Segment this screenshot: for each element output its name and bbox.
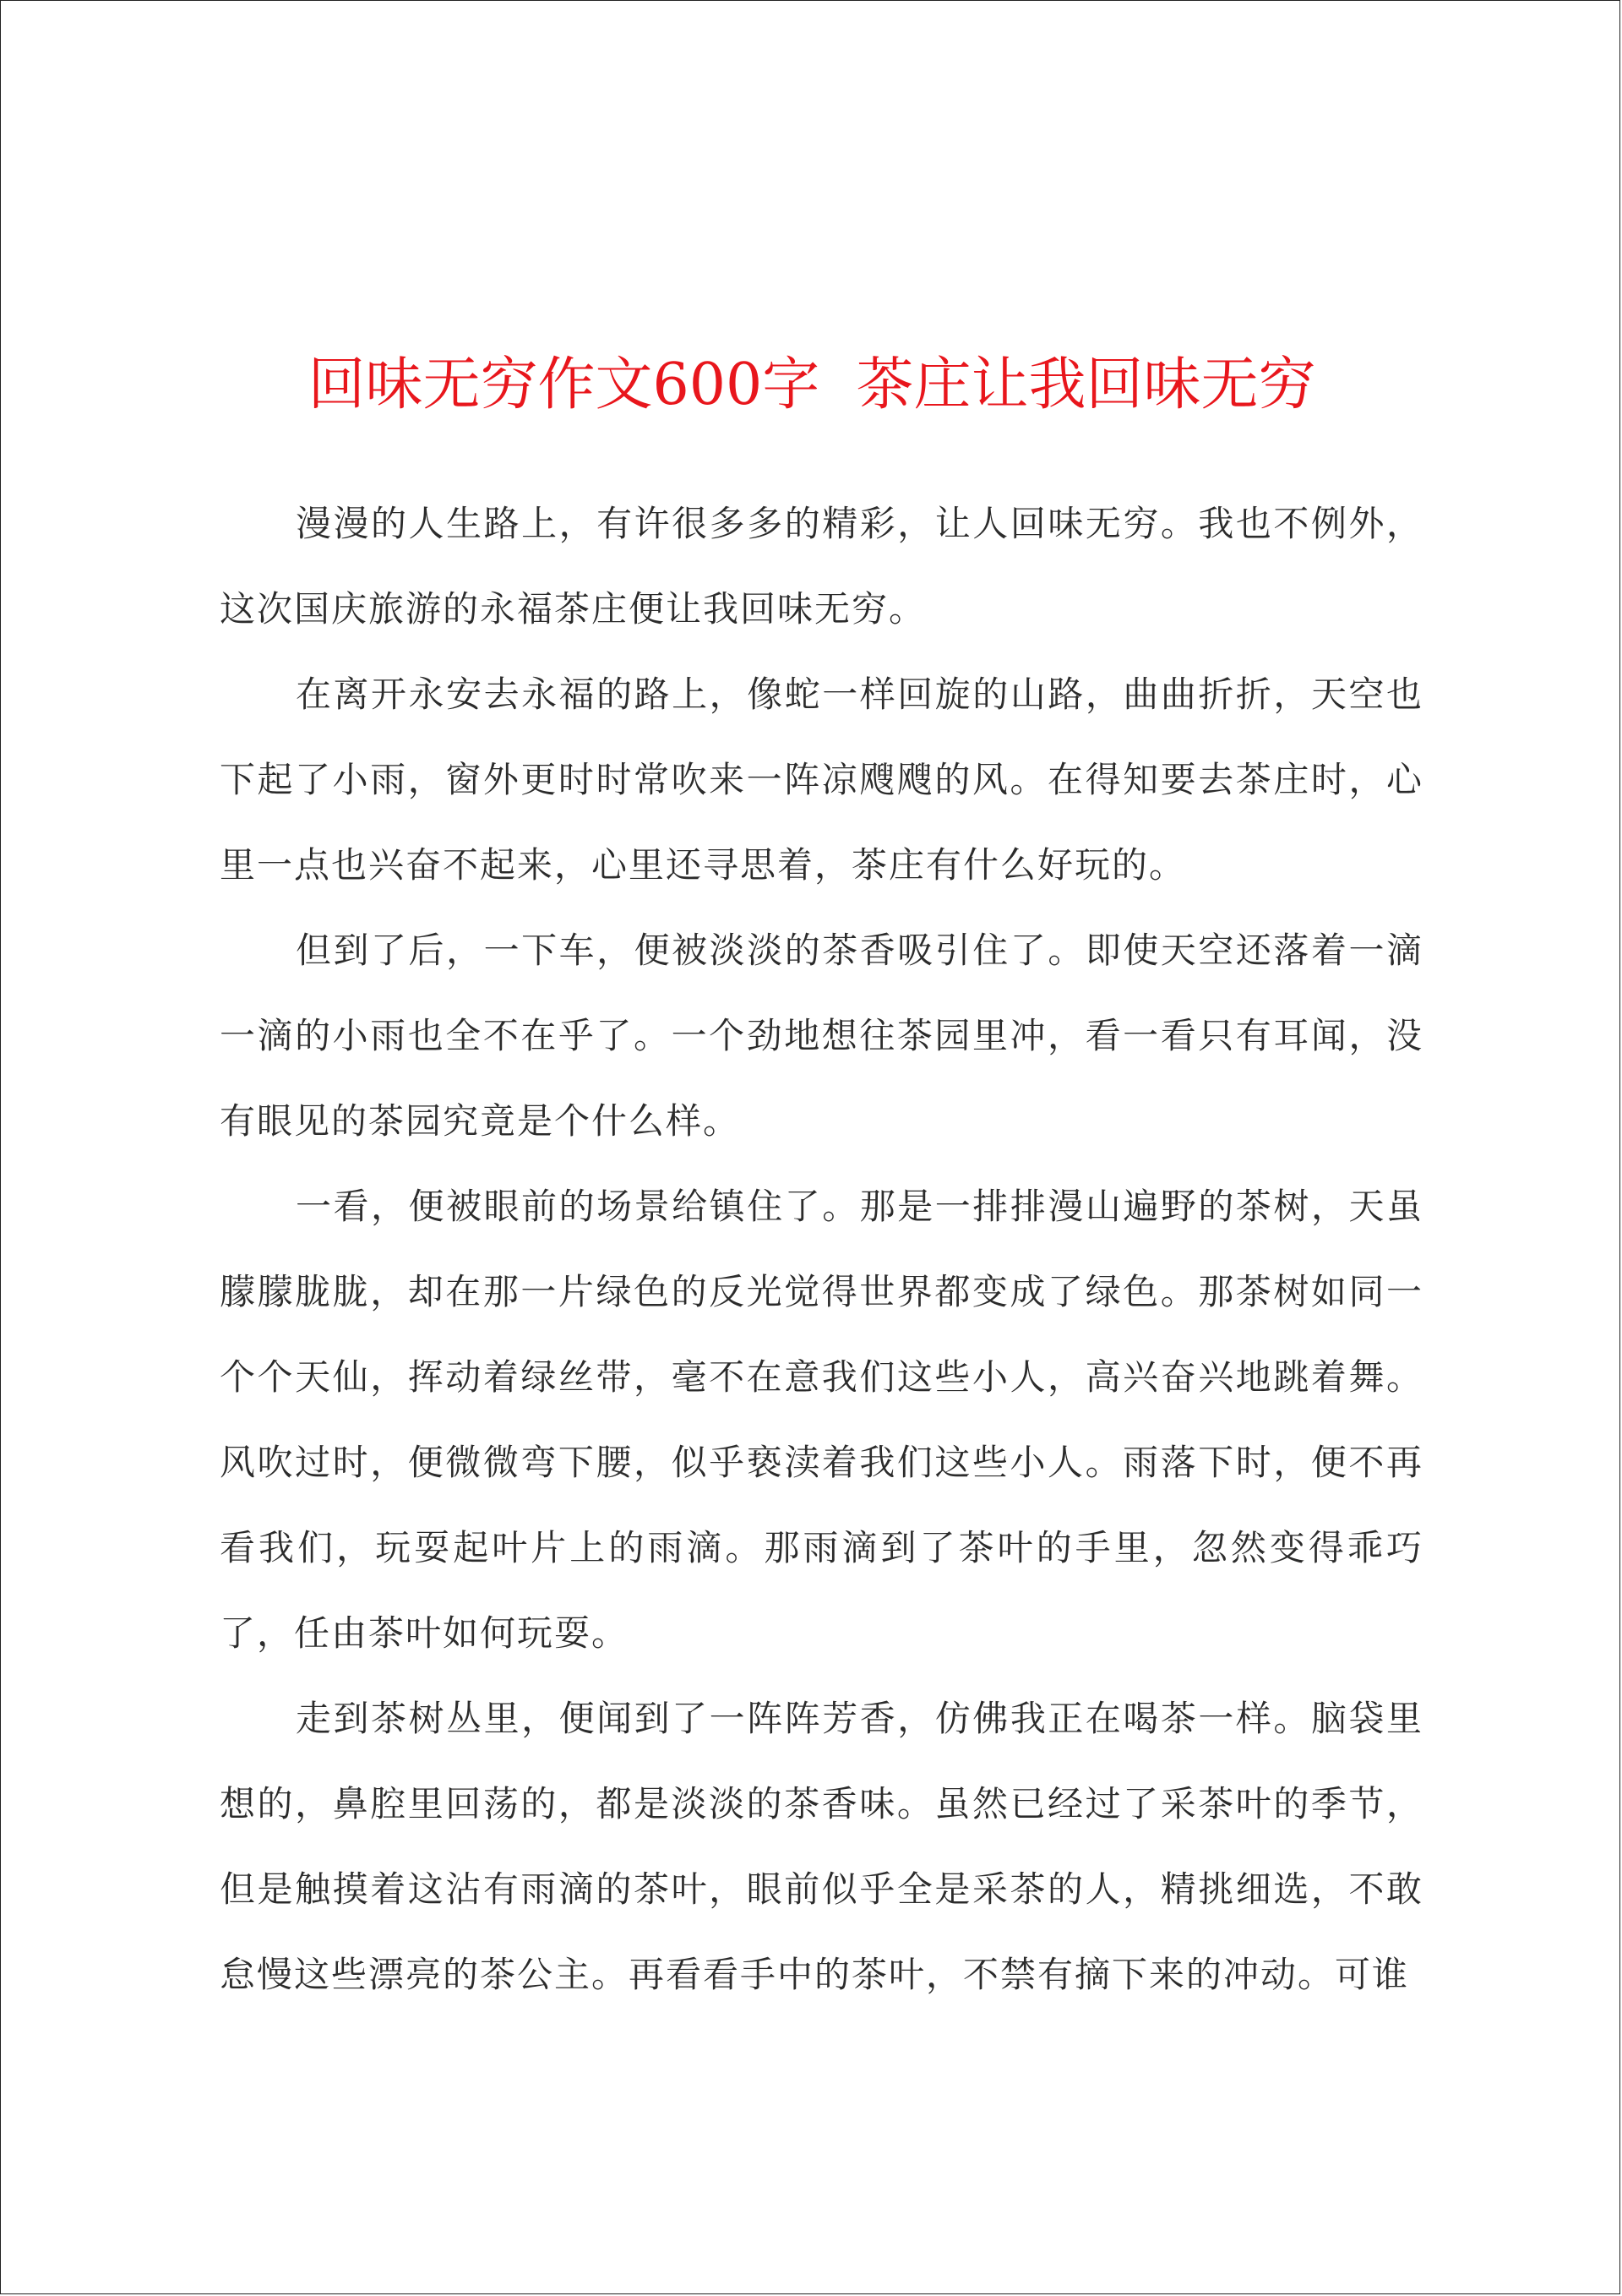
paragraph-1: 漫漫的人生路上，有许很多多的精彩，让人回味无穷。我也不例外，这次国庆旅游的永福茶庄便让我回味无穷。 [220, 503, 1423, 630]
document-body [220, 481, 1423, 2017]
document-title: 回味无穷作文600字 茶庄让我回味无穷 [308, 352, 1316, 418]
paragraph-3: 但到了后，一下车，便被淡淡的茶香吸引住了。即使天空还落着一滴一滴的小雨也全不在乎了。一个劲地想往茶园里冲，看一看只有耳闻，没有眼见的茶园究竟是个什么样。 [220, 930, 1423, 1142]
paragraph-5: 走到茶树丛里，便闻到了一阵阵芳香，仿佛我正在喝茶一样。脑袋里想的，鼻腔里回荡的，都是淡淡的茶香味。虽然已经过了采茶叶的季节，但是触摸着这沾有雨滴的茶叶，眼前似乎全是采茶的人，精挑细选，不敢怠慢这些漂亮的茶公主。再看看手中的茶叶，不禁有摘下来的冲动。可谁 [220, 1698, 1423, 1995]
paragraph-2: 在离开永安去永福的路上，像蛇一样回旋的山路，曲曲折折，天空也下起了小雨，窗外更时时常吹来一阵凉飕飕的风。在得知要去茶庄时，心里一点也兴奋不起来，心里还寻思着，茶庄有什么好玩的。 [220, 674, 1423, 886]
paragraph-4: 一看，便被眼前的场景给镇住了。那是一排排漫山遍野的茶树，天虽朦朦胧胧，却在那一片绿色的反光觉得世界都变成了绿色。那茶树如同一个个天仙，挥动着绿丝带，毫不在意我们这些小人，高兴奋兴地跳着舞。风吹过时，便微微弯下腰，似乎亵渎着我们这些小人。雨落下时，便不再看我们，玩耍起叶片上的雨滴。那雨滴到了茶叶的手里，忽然变得乖巧了，任由茶叶如何玩耍。 [220, 1186, 1423, 1654]
